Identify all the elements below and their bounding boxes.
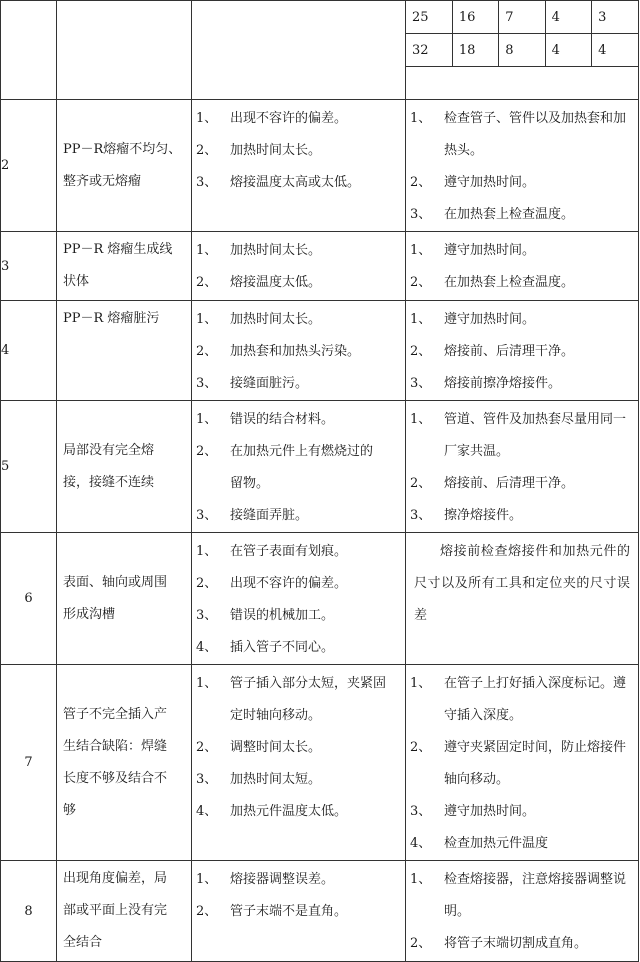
remedies-item [410, 304, 632, 336]
issue-line: PP－R熔瘤不均匀、 [63, 141, 182, 157]
item-text: 检查加热元件温度 [444, 836, 549, 851]
causes-cell [192, 301, 406, 401]
item-text: 在加热套上检查温度。 [444, 207, 575, 222]
item-text: 出现不容许的偏差。 [230, 576, 348, 591]
item-text: 在加热元件上有燃烧过的 [230, 444, 374, 459]
remedies-item [410, 199, 632, 231]
item-text: 调整时间太长。 [230, 740, 322, 755]
causes-item [196, 536, 399, 568]
size-table-value: 25 [406, 1, 452, 34]
item-number: 1、 [410, 312, 432, 327]
item-number: 3、 [410, 376, 432, 391]
item-text: 检查管子、管件以及加热套和加 [444, 111, 627, 126]
causes-cell [192, 232, 406, 301]
issue-line: 够 [63, 802, 77, 818]
item-number: 2、 [410, 936, 432, 951]
item-text: 错误的机械加工。 [230, 608, 335, 623]
size-table-value: 16 [452, 1, 498, 34]
item-text: 熔接前、后清理干净。 [444, 476, 575, 491]
size-table [406, 1, 638, 99]
issue-line: 出现角度偏差，局 [63, 871, 168, 886]
row-number-text: 8 [24, 903, 33, 919]
causes-item [196, 267, 399, 299]
causes-list [192, 301, 405, 400]
issue-line: 长度不够及结合不 [63, 770, 168, 786]
remedies-item [410, 368, 632, 400]
row-number-text: 7 [24, 755, 33, 770]
causes-item [196, 500, 399, 532]
causes-item [196, 304, 399, 336]
remedies-list [406, 232, 638, 299]
row-number-text: 3 [1, 258, 10, 274]
item-number: 1、 [196, 312, 218, 327]
remedies-item [410, 668, 632, 700]
item-number: 2、 [196, 275, 218, 290]
size-table-value: 3 [592, 1, 638, 34]
item-number: 3、 [410, 508, 432, 523]
issue-line: 表面、轴向或周围 [63, 574, 168, 590]
item-number: 2、 [196, 576, 218, 591]
number-cell-empty [1, 1, 57, 100]
item-number: 3、 [196, 175, 218, 190]
item-text: 在加热套上检查温度。 [444, 275, 575, 290]
causes-item [196, 436, 399, 468]
causes-list [192, 861, 405, 928]
item-text: 检查熔接器，注意熔接器调整说 [444, 872, 627, 887]
item-text: 遵守夹紧固定时间，防止熔接件 [444, 740, 627, 755]
issue-cell [57, 301, 192, 401]
remedies-cell [406, 401, 639, 533]
item-number: 2、 [410, 476, 432, 491]
remedies-list [406, 665, 638, 860]
item-text: 加热套和加热头污染。 [230, 344, 361, 359]
remedies-item [410, 732, 632, 764]
remedies-cell [406, 232, 639, 301]
item-text: 擦净熔接件。 [444, 508, 523, 523]
item-number: 3、 [410, 804, 432, 819]
item-text: 遵守加热时间。 [444, 804, 536, 819]
size-table-value: 4 [592, 34, 638, 67]
issue-cell [57, 401, 192, 533]
causes-item [196, 135, 399, 167]
remedies-cell [406, 665, 639, 861]
causes-cell [192, 665, 406, 861]
item-text: 错误的结合材料。 [230, 412, 335, 427]
item-text-continued: 热头。 [444, 143, 484, 158]
item-number: 4、 [196, 640, 218, 655]
remedies-item [410, 796, 632, 828]
size-table-value: 4 [545, 34, 591, 67]
item-number: 2、 [196, 344, 218, 359]
issue-text [57, 697, 191, 829]
item-text: 出现不容许的偏差。 [230, 111, 348, 126]
issue-text [57, 132, 191, 200]
item-text-continued: 轴向移动。 [444, 772, 510, 787]
row-number-text: 4 [1, 343, 10, 358]
item-number: 3、 [196, 608, 218, 623]
remedies-item [410, 468, 632, 500]
issue-text [57, 232, 191, 300]
table-row [1, 401, 639, 533]
causes-list [192, 665, 405, 828]
remedies-item [410, 404, 632, 436]
issue-cell [57, 665, 192, 861]
item-number: 1、 [410, 872, 432, 887]
remedies-item [410, 864, 632, 896]
issue-line: 部或平面上没有完 [63, 903, 168, 918]
size-table-row [406, 34, 638, 67]
item-text: 加热时间太长。 [230, 143, 322, 158]
size-table-value: 18 [452, 34, 498, 67]
item-text-continued: 定时轴向移动。 [230, 708, 322, 723]
issue-line: 状体 [63, 274, 90, 289]
table-row [1, 232, 639, 301]
item-number: 1、 [410, 412, 432, 427]
causes-item [196, 896, 399, 928]
item-text: 管道、管件及加热套尽量用同一 [444, 412, 627, 427]
item-text: 管子末端不是直角。 [230, 904, 348, 919]
item-text: 遵守加热时间。 [444, 175, 536, 190]
size-table-row [406, 1, 638, 34]
item-text-continued: 守插入深度。 [444, 708, 523, 723]
causes-item [196, 668, 399, 700]
remedies-list [406, 861, 638, 960]
item-text: 接缝面脏污。 [230, 376, 309, 391]
remedies-list [406, 100, 638, 231]
causes-list [192, 232, 405, 299]
item-number: 2、 [196, 444, 218, 459]
item-text: 加热元件温度太低。 [230, 804, 348, 819]
size-table-value: 4 [545, 1, 591, 34]
item-text: 熔接前、后清理干净。 [444, 344, 575, 359]
row-number [1, 401, 57, 533]
causes-item [196, 235, 399, 267]
issue-line: 全结合 [63, 935, 103, 950]
item-number: 2、 [196, 143, 218, 158]
row-number [1, 861, 57, 962]
issue-text [57, 565, 191, 633]
table-row [1, 861, 639, 962]
issue-line: PP－R 熔瘤脏污 [63, 311, 160, 326]
item-number: 2、 [410, 740, 432, 755]
causes-cell [192, 861, 406, 962]
item-text-continued: 明。 [444, 904, 471, 919]
remedies-item [410, 167, 632, 199]
item-number: 3、 [410, 207, 432, 222]
table-row [1, 301, 639, 401]
remedies-item [410, 928, 632, 960]
causes-cell [192, 100, 406, 232]
causes-item [196, 568, 399, 600]
item-number: 1、 [196, 544, 218, 559]
item-text-continued: 留物。 [230, 476, 270, 491]
item-text: 熔接前擦净熔接件。 [444, 376, 562, 391]
causes-item [196, 167, 399, 199]
row-number [1, 232, 57, 301]
issue-cell [57, 533, 192, 665]
remedies-list [406, 401, 638, 532]
issue-cell [57, 861, 192, 962]
remedies-cell [406, 301, 639, 401]
item-number: 1、 [410, 676, 432, 691]
item-number: 1、 [196, 676, 218, 691]
row-number [1, 533, 57, 665]
causes-list [192, 100, 405, 199]
causes-item [196, 632, 399, 664]
causes-item [196, 404, 399, 436]
issue-cell [57, 232, 192, 301]
remedies-cell [406, 861, 639, 962]
issue-line: 接，接缝不连续 [63, 474, 155, 490]
causes-cell [192, 401, 406, 533]
item-number: 3、 [196, 376, 218, 391]
item-number: 4、 [410, 836, 432, 851]
issue-line: 生结合缺陷：焊缝 [63, 738, 168, 754]
remedies-cell [406, 100, 639, 232]
item-number: 4、 [196, 804, 218, 819]
row-number [1, 301, 57, 401]
table-row [1, 533, 639, 665]
issue-text [57, 861, 191, 961]
remedies-item [410, 235, 632, 267]
remedies-item [410, 267, 632, 299]
causes-list [192, 401, 405, 532]
size-table-value: 8 [499, 34, 545, 67]
item-number: 3、 [196, 772, 218, 787]
item-number: 2、 [196, 740, 218, 755]
issue-text [57, 301, 191, 337]
item-text-continued: 厂家共温。 [444, 444, 510, 459]
item-text: 遵守加热时间。 [444, 243, 536, 258]
size-table-value: 32 [406, 34, 452, 67]
item-number: 1、 [196, 412, 218, 427]
cause-cell-empty [192, 1, 406, 100]
remedies-item [410, 828, 632, 860]
issue-line: 形成沟槽 [63, 606, 116, 622]
item-number: 2、 [410, 275, 432, 290]
issue-cell [57, 100, 192, 232]
row-number [1, 100, 57, 232]
issue-cell-empty [57, 1, 192, 100]
causes-item [196, 600, 399, 632]
row-number [1, 665, 57, 861]
issue-text [57, 433, 191, 501]
causes-item [196, 796, 399, 828]
item-text: 加热时间太长。 [230, 243, 322, 258]
size-table-blank-cell [406, 67, 638, 100]
item-text: 熔接温度太高或太低。 [230, 175, 361, 190]
item-number: 1、 [196, 243, 218, 258]
remedies-list [406, 301, 638, 400]
item-number: 2、 [196, 904, 218, 919]
issue-line: PP－R 熔瘤生成线 [63, 242, 173, 257]
remedies-item [410, 500, 632, 532]
item-number: 1、 [196, 872, 218, 887]
remedy-paragraph: 熔接前检查熔接件和加热元件的尺寸以及所有工具和定位夹的尺寸误差 [414, 544, 630, 623]
row-number-text: 2 [1, 158, 10, 173]
item-text: 加热时间太长。 [230, 312, 322, 327]
item-text: 管子插入部分太短，夹紧固 [230, 676, 387, 691]
causes-list [192, 533, 405, 664]
size-table-value: 7 [499, 1, 545, 34]
causes-item [196, 732, 399, 764]
item-number: 2、 [410, 344, 432, 359]
remedies-item [410, 336, 632, 368]
issue-line: 整齐或无熔瘤 [63, 173, 142, 189]
row-number-text: 6 [24, 591, 33, 606]
item-number: 3、 [196, 508, 218, 523]
item-text: 接缝面弄脏。 [230, 508, 309, 523]
item-text: 熔接器调整误差。 [230, 872, 335, 887]
item-number: 1、 [196, 111, 218, 126]
causes-cell [192, 533, 406, 665]
size-table-blank-row [406, 67, 638, 100]
causes-item [196, 103, 399, 135]
item-text: 将管子末端切割成直角。 [444, 936, 588, 951]
causes-item [196, 368, 399, 400]
item-text: 在管子上打好插入深度标记。遵 [444, 676, 627, 691]
row-number-text: 5 [1, 459, 10, 474]
issue-line: 管子不完全插入产 [63, 706, 168, 722]
remedies-item [410, 103, 632, 135]
item-text: 熔接温度太低。 [230, 275, 322, 290]
causes-item [196, 864, 399, 896]
item-number: 1、 [410, 111, 432, 126]
causes-item [196, 764, 399, 796]
item-text: 在管子表面有划痕。 [230, 544, 348, 559]
item-text: 遵守加热时间。 [444, 312, 536, 327]
item-text: 插入管子不同心。 [230, 640, 335, 655]
remedies-cell [406, 533, 639, 665]
issue-line: 局部没有完全熔 [63, 442, 155, 458]
item-number: 1、 [410, 243, 432, 258]
item-number: 2、 [410, 175, 432, 190]
table-row [1, 100, 639, 232]
table-row [1, 665, 639, 861]
causes-item [196, 336, 399, 368]
item-text: 加热时间太短。 [230, 772, 322, 787]
table-row-continuation [1, 1, 639, 100]
size-table-cell [406, 1, 639, 100]
